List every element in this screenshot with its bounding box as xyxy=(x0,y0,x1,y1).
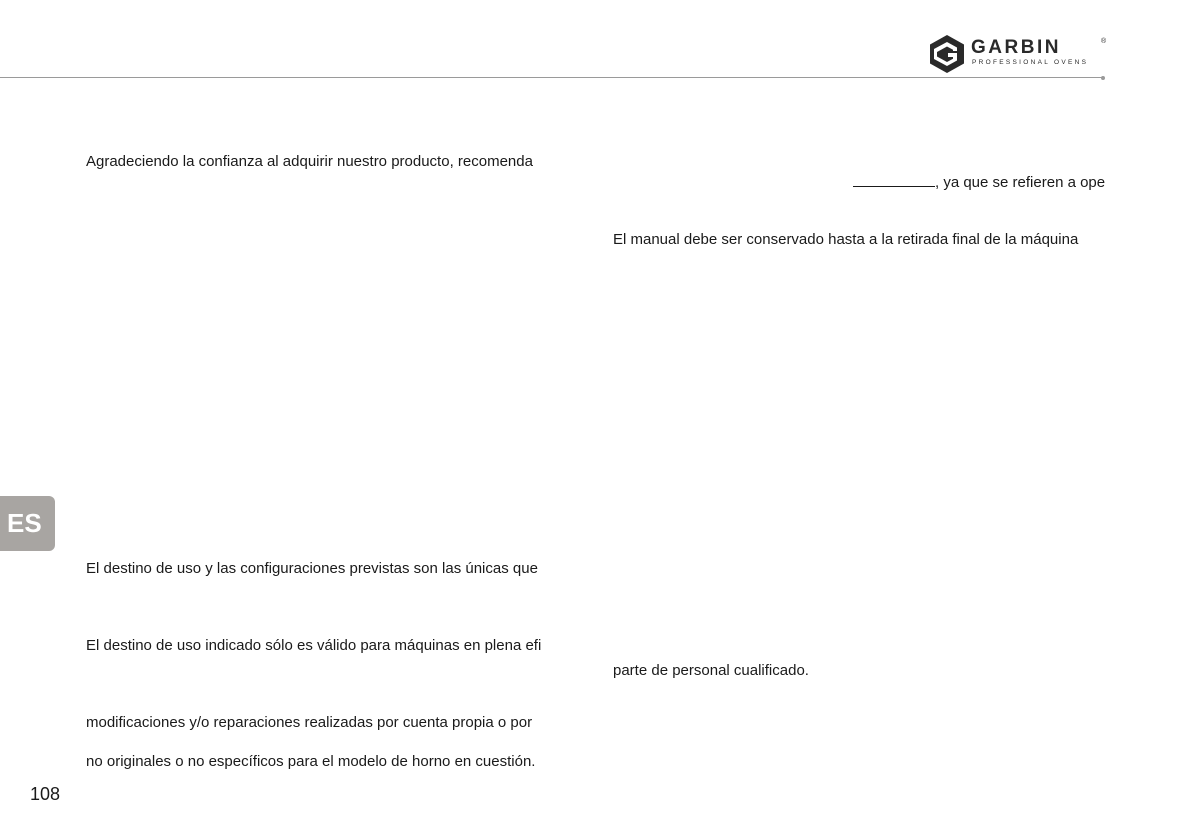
garbin-hexagon-logo-icon xyxy=(927,34,967,74)
right-paragraph-line xyxy=(853,173,1105,192)
logo-wordmark: GARBIN xyxy=(971,37,1061,58)
left-paragraph-line: Agradeciendo la confianza al adquirir nuestro producto, recomenda xyxy=(86,153,533,170)
left-paragraph-line: El destino de uso indicado sólo es válido para máquinas en plena efi xyxy=(86,637,542,654)
language-tab: ES xyxy=(0,496,55,551)
logo-registered-mark: ® xyxy=(1101,38,1107,45)
left-paragraph-line: El destino de uso y las configuraciones previstas son las únicas que xyxy=(86,560,538,577)
left-paragraph-line: no originales o no específicos para el modelo de horno en cuestión. xyxy=(86,753,536,770)
left-paragraph-line: modificaciones y/o reparaciones realizadas por cuenta propia o por xyxy=(86,714,533,731)
fill-in-blank-line xyxy=(853,173,935,187)
page-number: 108 xyxy=(30,784,61,804)
garbin-logo xyxy=(927,34,1107,74)
header-divider xyxy=(0,77,1103,78)
right-paragraph-line: El manual debe ser conservado hasta a la retirada final de la máquina xyxy=(613,231,1079,248)
right-line-text: , ya que se refieren a ope xyxy=(935,174,1106,191)
logo-tagline: PROFESSIONAL OVENS xyxy=(972,59,1089,66)
right-paragraph-line: parte de personal cualificado. xyxy=(613,662,809,679)
header-divider-end-dot xyxy=(1101,76,1105,80)
